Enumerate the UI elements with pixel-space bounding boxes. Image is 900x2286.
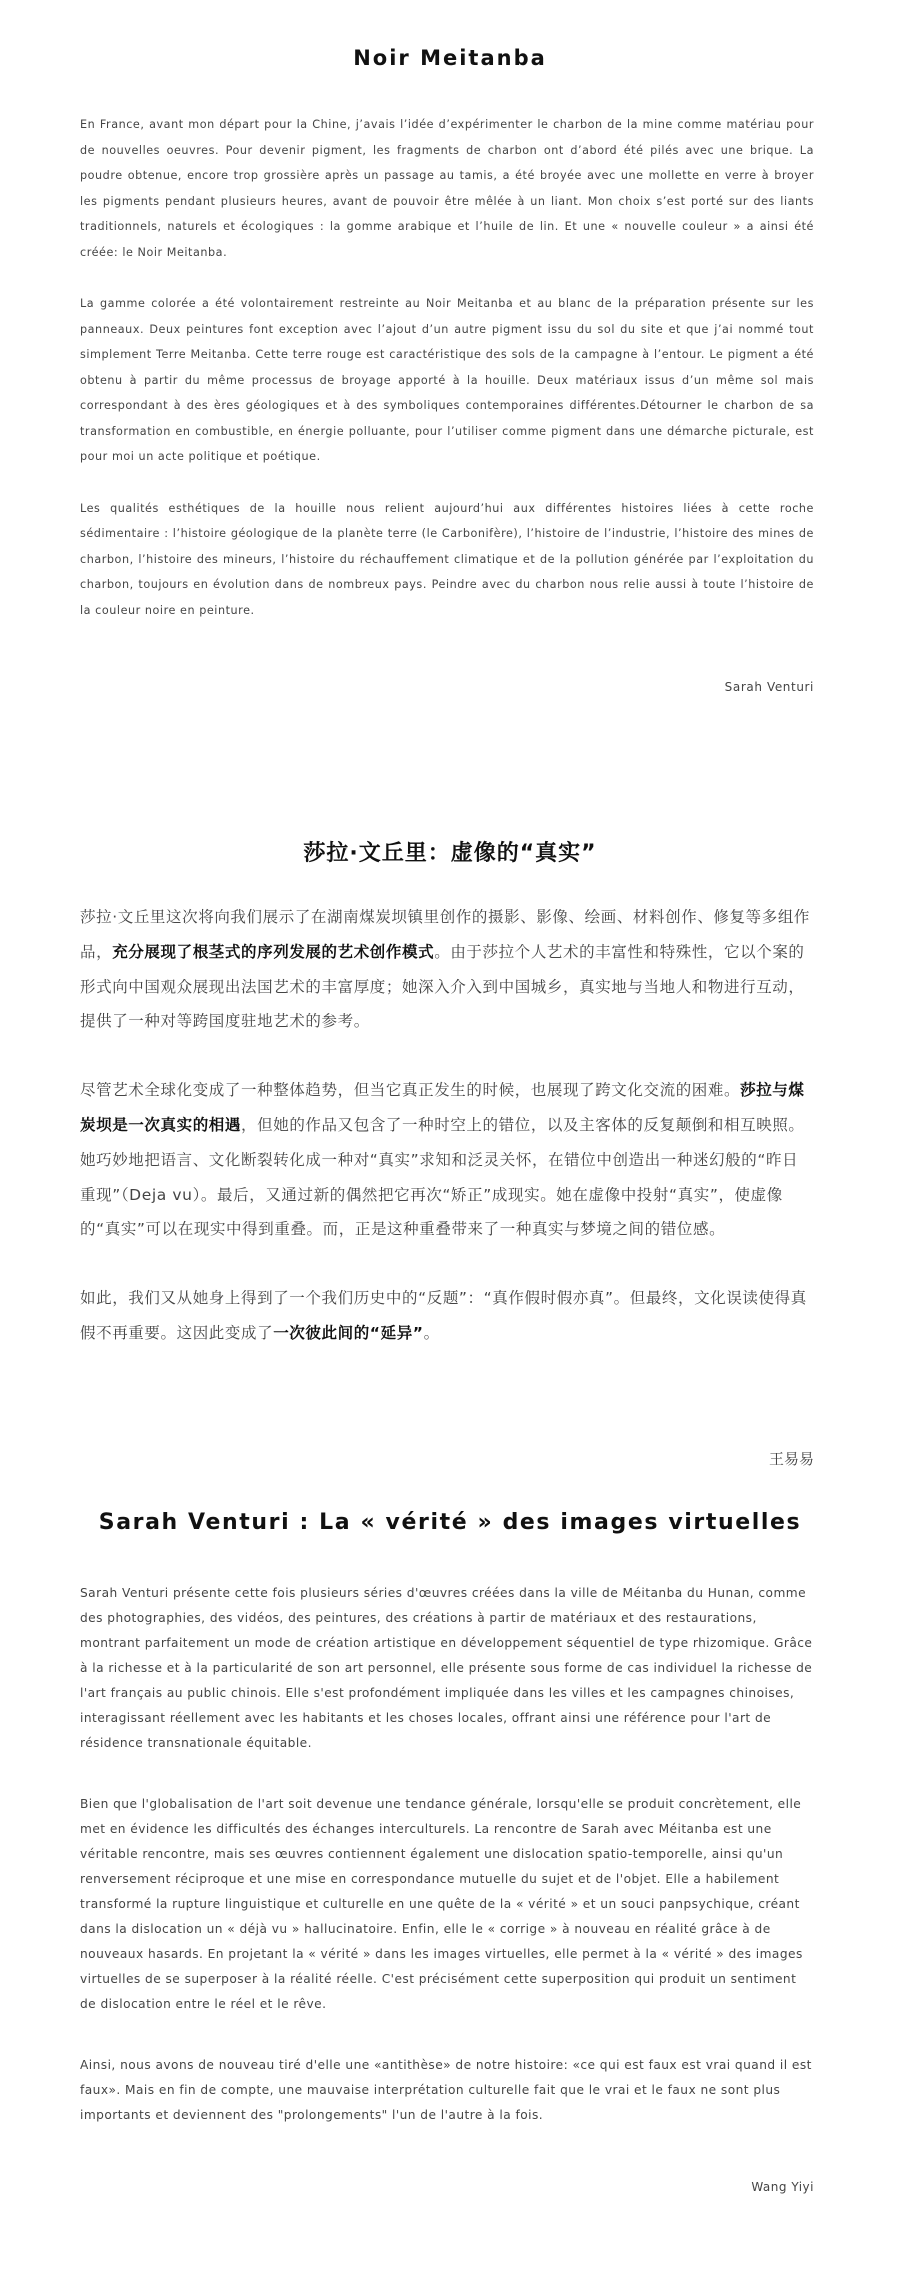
- section2-p1-text-a: 莎拉·文丘里这次将向我们展示了在湖南煤炭坝镇里创作的摄影、影像、绘画、材料创作、修复等多组作品，: [80, 908, 811, 961]
- section2-p2-emphasis: 莎拉与煤炭坝是一次真实的相遇: [80, 1081, 805, 1134]
- section3-paragraph-1: Sarah Venturi présente cette fois plusieurs séries d'œuvres créées dans la ville de Méitanba du Hunan, comme des photographies, des vidéos, des peintures, des créations à partir de matériaux et des restaurations, montrant parfaitement un mode de création artistique en développement séquentiel de type rhizomique. Grâce à la richesse et à la particularité de son art personnel, elle présente sous forme de cas individuel la richesse de l'art français au public chinois. Elle s'est profondément impliquée dans les villes et les campagnes chinoises, interagissant réellement avec les habitants et les choses locales, offrant ainsi une référence pour l'art de résidence transnationale équitable.: [80, 1586, 813, 1750]
- section2-p3-emphasis: 一次彼此间的“延异”: [273, 1323, 424, 1342]
- section3-body: [80, 1581, 814, 2128]
- section2-p2-text-c: ，但她的作品又包含了一种时空上的错位，以及主客体的反复颠倒和相互映照。她巧妙地把语言、文化断裂转化成一种对“真实”求知和泛灵关怀，在错位中创造出一种迷幻般的“昨日重现”（Deja vu）。最后，又通过新的偶然把它再次“矫正”成现实。她在虚像中投射“真实”，使虚像的“真实”可以在现实中得到重叠。而，正是这种重叠带来了一种真实与梦境之间的错位感。: [80, 1115, 805, 1239]
- section2-p3-text-a: 如此，我们又从她身上得到了一个我们历史中的“反题”：“真作假时假亦真”。但最终，文化误读使得真假不再重要。这因此变成了: [80, 1289, 807, 1342]
- section3-signature: Wang Yiyi: [751, 2180, 814, 2194]
- section1-title: Noir Meitanba: [353, 46, 547, 70]
- section2-body: [80, 900, 814, 1351]
- section2-title: 莎拉·文丘里：虚像的“真实”: [303, 841, 597, 866]
- section2-paragraph-2: [80, 1073, 814, 1247]
- section1-paragraph-1: En France, avant mon départ pour la Chine, j’avais l’idée d’expérimenter le charbon de la mine comme matériau pour de nouvelles oeuvres. Pour devenir pigment, les fragments de charbon ont d’abord été pilés avec une brique. La poudre obtenue, encore trop grossière après un passage au tamis, a été broyée avec une mollette en verre à broyer les pigments pendant plusieurs heures, avant de pouvoir être mêlée à un liant. Mon choix s’est porté sur des liants traditionnels, naturels et écologiques : la gomme arabique et l’huile de lin. Et une « nouvelle couleur » a ainsi été créée: le Noir Meitanba.: [80, 118, 814, 259]
- section2-p3-text-c: 。: [423, 1323, 440, 1342]
- section1-signature: Sarah Venturi: [724, 680, 814, 694]
- section2-signature: 王易易: [768, 1450, 814, 1468]
- section3-paragraph-2: Bien que l'globalisation de l'art soit devenue une tendance générale, lorsqu'elle se produit concrètement, elle met en évidence les difficultés des échanges interculturels. La rencontre de Sarah avec Méitanba est une véritable rencontre, mais ses œuvres contiennent également une dislocation spatio-temporelle, ainsi qu'un renversement réciproque et une mise en correspondance mutuelle du sujet et de l'objet. Elle a habilement transformé la rupture linguistique et culturelle en une quête de la « vérité » et un souci panpsychique, créant dans la dislocation un « déjà vu » hallucinatoire. Enfin, elle le « corrige » à nouveau en réalité grâce à de nouveaux hasards. En projetant la « vérité » dans les images virtuelles, elle permet à la « vérité » des images virtuelles de se superposer à la réalité réelle. C'est précisément cette superposition qui produit un sentiment de dislocation entre le réel et le rêve.: [80, 1797, 803, 2011]
- section2-paragraph-3: [80, 1281, 814, 1351]
- section2-p1-text-c: 。由于莎拉个人艺术的丰富性和特殊性，它以个案的形式向中国观众展现出法国艺术的丰富厚度；她深入介入到中国城乡，真实地与当地人和物进行互动，提供了一种对等跨国度驻地艺术的参考。: [80, 942, 805, 1031]
- section3-paragraph-3: Ainsi, nous avons de nouveau tiré d'elle une «antithèse» de notre histoire: «ce qui est faux est vrai quand il est faux». Mais en fin de compte, une mauvaise interprétation culturelle fait que le vrai et le faux ne sont plus importants et deviennent des "prolongements" l'un de l'autre à la fois.: [80, 2058, 812, 2122]
- section1-paragraph-3: Les qualités esthétiques de la houille nous relient aujourd’hui aux différentes histoires liées à cette roche sédimentaire : l’histoire géologique de la planète terre (le Carbonifère), l’histoire de l’industrie, l’histoire des mines de charbon, l’histoire des mineurs, l’histoire du réchauffement climatique et de la pollution générée par l’exploitation du charbon, toujours en évolution dans de nombreux pays. Peindre avec du charbon nous relie aussi à toute l’histoire de la couleur noire en peinture.: [80, 501, 814, 617]
- section1-body: [80, 112, 814, 623]
- section2-p2-text-a: 尽管艺术全球化变成了一种整体趋势，但当它真正发生的时候，也展现了跨文化交流的困难。: [80, 1081, 741, 1100]
- section3-title: Sarah Venturi : La « vérité » des images virtuelles: [98, 1510, 802, 1535]
- section1-paragraph-2: La gamme colorée a été volontairement restreinte au Noir Meitanba et au blanc de la préparation présente sur les panneaux. Deux peintures font exception avec l’ajout d’un autre pigment issu du sol du site et que j’ai nommé tout simplement Terre Meitanba. Cette terre rouge est caractéristique des sols de la campagne à l’entour. Le pigment a été obtenu à partir du même processus de broyage apporté à la houille. Deux matériaux issus d’un même sol mais correspondant à des ères géologiques et à des symboliques contemporaines différentes.Détourner le charbon de sa transformation en combustible, en énergie polluante, pour l’utiliser comme pigment dans une démarche picturale, est pour moi un acte politique et poétique.: [80, 297, 814, 463]
- section2-paragraph-1: [80, 900, 814, 1039]
- section2-p1-emphasis: 充分展现了根茎式的序列发展的艺术创作模式: [112, 942, 435, 961]
